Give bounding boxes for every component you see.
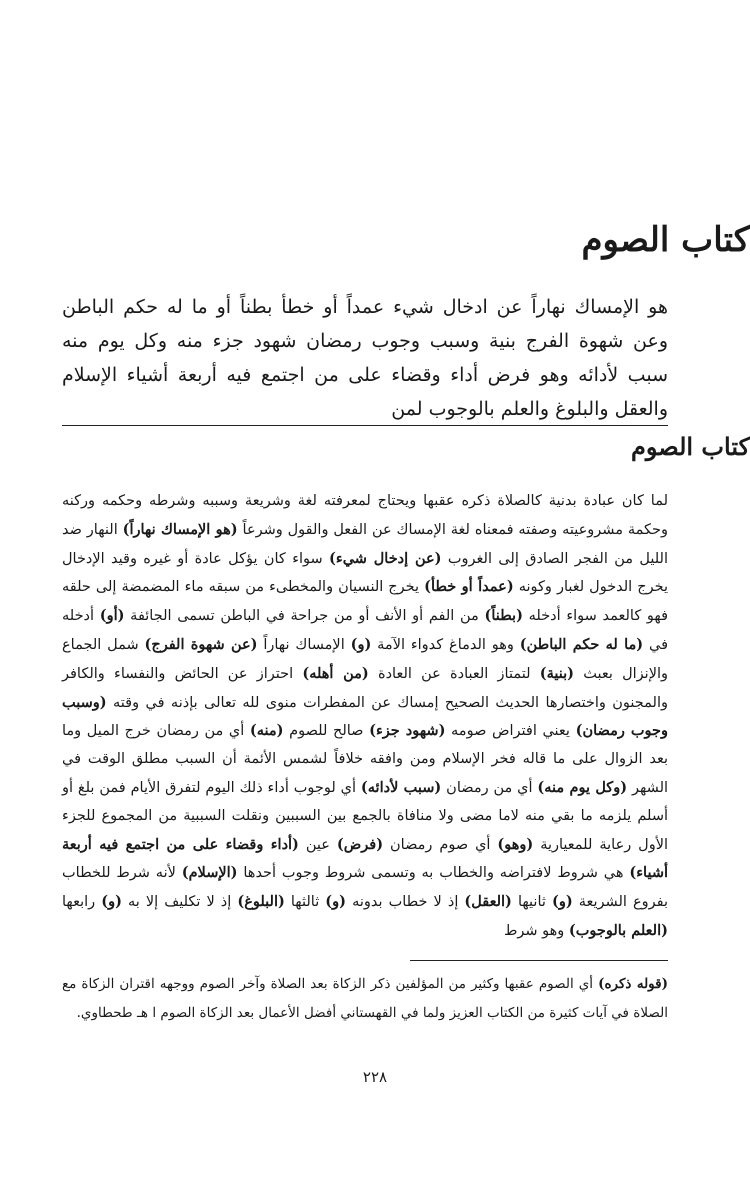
bold-matn-quote: (وكل يوم منه) [537, 778, 628, 796]
commentary-span: أي من رمضان [441, 779, 538, 796]
bold-matn-quote: (عمداً أو خطأ) [424, 578, 514, 596]
bold-matn-quote: (الإسلام) [181, 864, 238, 882]
commentary-span: وهو شرط [503, 922, 569, 939]
commentary-span: رابعها [62, 894, 102, 911]
commentary-span: ثالثها [284, 894, 326, 911]
commentary-span: النهار ضد الليل من الفجر الصادق إلى الغروب [62, 521, 668, 567]
bold-matn-quote: (وسبب وجوب رمضان) [62, 693, 668, 740]
commentary-span: أي لوجوب أداء ذلك اليوم لتفرق الأيام فمن بلغ أو أسلم يلزمه ما بقي منه لاما مضى ولا منافاة بالجمع بين السببين ونقلت السببية من المجموع للجزء الأول رعاية للمعيارية [62, 779, 668, 853]
commentary-span: لما كان عبادة بدنية كالصلاة ذكره عقبها ويحتاج لمعرفته لغة وشريعة وسببه وشرطه وحكمه وركنه وحكمة مشروعيته وصفته فمعناه لغة الإمساك عن الفعل والقول وشرعاً [62, 493, 668, 538]
bold-matn-quote: (هو الإمساك نهاراً) [122, 520, 238, 538]
bold-matn-quote: (قوله ذكره) [598, 976, 668, 992]
bold-matn-quote: (عن شهوة الفرج) [144, 635, 258, 653]
footnote-text [62, 970, 668, 1028]
bold-matn-quote: (سبب لأدائه) [360, 778, 442, 796]
bold-matn-quote: (و) [101, 893, 122, 911]
bold-matn-quote: (منه) [249, 722, 284, 740]
commentary-span: يخرج النسيان والمخطىء من سبقه ماء المضمضة إلى حلقه فهو كالعمد سواء أدخله [62, 579, 669, 625]
commentary-span: ثانيها [511, 894, 552, 911]
bold-matn-quote: (بطناً) [484, 607, 523, 625]
bold-matn-quote: (أداء وقضاء على من اجتمع فيه أربعة أشياء) [62, 835, 668, 882]
matn-text: هو الإمساك نهاراً عن ادخال شيء عمداً أو خطأ بطناً أو ما له حكم الباطن وعن شهوة الفرج بنية وسبب وجوب رمضان شهود جزء منه وكل يوم منه سبب لأدائه وهو فرض أداء وقضاء على من اجتمع فيه أربعة أشياء الإسلام والعقل والبلوغ والعلم بالوجوب لمن [62, 296, 668, 420]
bold-matn-quote: (بنية) [539, 664, 575, 682]
bold-matn-quote: (شهود جزء) [369, 722, 446, 740]
page-number: ٢٢٨ [362, 1068, 388, 1086]
commentary-span: عين [298, 836, 337, 853]
commentary-span: صالح للصوم [283, 723, 370, 740]
bold-matn-quote: (و) [551, 893, 573, 911]
commentary-span: أي من رمضان خرج الميل وما بعد الزوال على ما قاله فخر الإسلام ومن وافقه خلافاً لشمس الأئمة أن السبب مطلق الوقت في الشهر [62, 723, 669, 796]
commentary-span: يعني افتراض صومه [445, 723, 576, 740]
commentary-span: أي الصوم عقبها وكثير من المؤلفين ذكر الزكاة بعد الصلاة وآخر الصوم ووجهه اقتران الزكاة مع الصلاة في آيات كثيرة من الكتاب العزيز ولما في القهستاني أفضل الأعمال بعد الزكاة الصوم ا هـ طحطاوي. [62, 976, 668, 1021]
commentary-span: وهو الدماغ كدواء الآمة [371, 636, 520, 653]
bold-matn-quote: (أو) [99, 607, 125, 625]
bold-matn-quote: (ما له حكم الباطن) [519, 635, 644, 653]
bold-matn-quote: (وهو) [497, 835, 534, 853]
commentary-span: سواء كان يؤكل عادة أو غيره وقيد الإدخال يخرج الدخول لغبار وكونه [62, 550, 668, 596]
commentary-span: هي شروط لافتراضه والخطاب به وتسمى شروط وجوب أحدها [237, 865, 630, 882]
commentary-span: شمل الجماع والإنزال بعبث [62, 636, 669, 682]
bold-matn-quote: (فرض) [336, 835, 384, 853]
commentary-span: أدخله في [62, 608, 669, 653]
section-divider [62, 425, 668, 426]
commentary-span: من الفم أو الأنف أو من جراحة في الباطن تسمى الجائفة [124, 608, 485, 625]
bold-matn-quote: (عن إدخال شيء) [329, 549, 442, 567]
bold-matn-quote: (من أهله) [302, 664, 369, 682]
commentary-title: كتاب الصوم [631, 432, 750, 461]
bold-matn-quote: (و) [325, 893, 347, 911]
commentary-span: إذ لا تكليف إلا به [121, 894, 238, 911]
bold-matn-quote: (البلوغ) [237, 893, 285, 911]
footnote-divider [410, 960, 668, 961]
commentary-span: احتراز عن الحائض والنفساء والكافر والمجنون واختصارها الحديث الصحيح إمساك عن المفطرات منوى لله تعالى بإذنه في وقته [62, 665, 668, 711]
bold-matn-quote: (العقل) [464, 893, 512, 911]
commentary-span: الإمساك نهاراً [257, 636, 351, 653]
commentary-span: لأنه شرط للخطاب بفروع الشريعة [62, 865, 669, 911]
commentary-span: إذ لا خطاب بدونه [346, 894, 465, 911]
commentary-span: أي صوم رمضان [383, 836, 498, 853]
chapter-title: كتاب الصوم [581, 220, 750, 260]
commentary-text [62, 488, 668, 946]
bold-matn-quote: (العلم بالوجوب) [568, 921, 668, 939]
commentary-span: لتمتاز العبادة عن العادة [368, 665, 540, 682]
bold-matn-quote: (و) [350, 635, 372, 653]
